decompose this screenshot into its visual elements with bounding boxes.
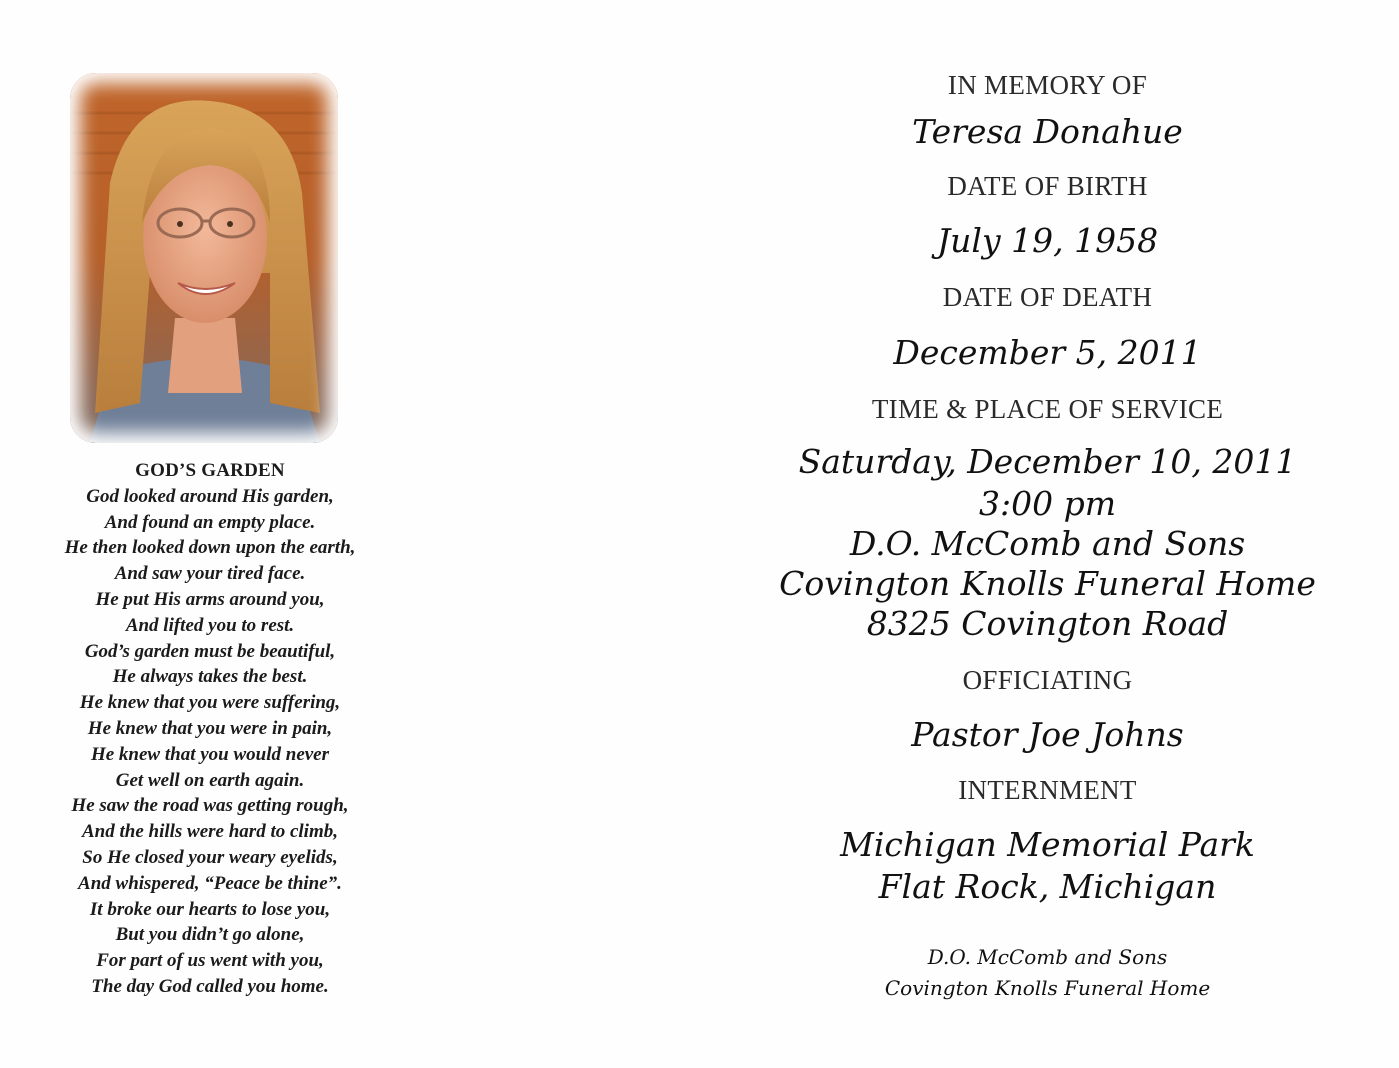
deceased-name: Teresa Donahue [912,112,1183,151]
poem-line: And the hills were hard to climb, [81,821,338,843]
poem-line: He then looked down upon the earth, [64,537,356,559]
poem-line: But you didn’t go alone, [115,924,305,946]
poem-line: It broke our hearts to lose you, [89,898,331,920]
footer-home-name: D.O. McComb and Sons [927,945,1168,969]
poem-gods-garden [10,458,410,1000]
poem-line: He put His arms around you, [95,588,325,610]
poem-line: God’s garden must be beautiful, [84,640,336,662]
memorial-details [745,66,1350,1004]
poem-line: He saw the road was getting rough, [71,795,349,817]
officiating-label: OFFICIATING [962,665,1133,695]
memorial-photo [70,73,338,443]
date-of-death-label: DATE OF DEATH [942,282,1153,312]
poem-line: Get well on earth again. [115,769,305,791]
poem-line: And lifted you to rest. [125,614,295,636]
poem-line: He knew that you would never [90,743,330,765]
poem-line: So He closed your weary eyelids, [82,846,338,868]
date-of-birth-label: DATE OF BIRTH [947,171,1148,201]
footer-home-location: Covington Knolls Funeral Home [884,976,1211,1000]
poem-line: The day God called you home. [91,975,329,997]
date-of-death: December 5, 2011 [893,333,1202,372]
officiant-name: Pastor Joe Johns [911,715,1184,754]
service-date: Saturday, December 10, 2011 [798,442,1297,481]
poem-line: And found an empty place. [104,511,316,533]
poem-title: GOD’S GARDEN [135,460,285,481]
date-of-birth: July 19, 1958 [936,221,1159,260]
poem-line: For part of us went with you, [96,950,324,972]
service-address: 8325 Covington Road [866,604,1229,643]
cemetery-name: Michigan Memorial Park [840,825,1255,864]
service-time: 3:00 pm [978,484,1116,523]
internment-label: INTERNMENT [958,775,1137,805]
poem-line: He knew that you were suffering, [79,692,341,714]
service-home-location: Covington Knolls Funeral Home [779,564,1316,603]
service-label: TIME & PLACE OF SERVICE [871,394,1224,424]
poem-line: God looked around His garden, [86,485,334,507]
poem-line: He always takes the best. [112,666,308,688]
poem-line: He knew that you were in pain, [87,717,333,739]
portrait-image [70,73,338,443]
poem-line: And saw your tired face. [114,563,306,585]
service-home-name: D.O. McComb and Sons [849,524,1246,563]
poem-line: And whispered, “Peace be thine”. [78,872,342,894]
cemetery-location: Flat Rock, Michigan [878,867,1217,906]
in-memory-label: IN MEMORY OF [947,70,1148,100]
